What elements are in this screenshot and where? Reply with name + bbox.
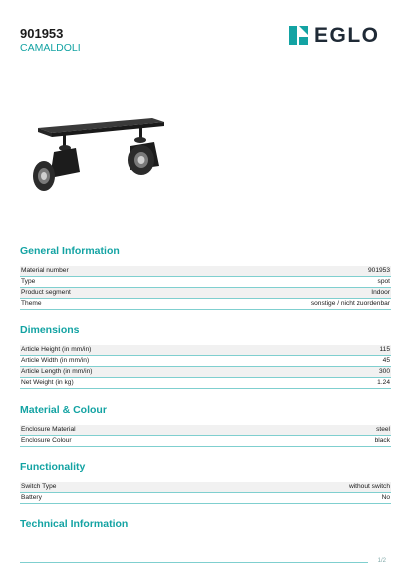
product-name: CAMALDOLI xyxy=(20,42,81,54)
article-number: 901953 xyxy=(20,26,64,41)
spec-row xyxy=(20,482,391,493)
spec-row xyxy=(20,356,391,367)
section-general-information xyxy=(20,245,391,310)
section-title: Material & Colour xyxy=(20,404,107,416)
spec-value: sonstige / nicht zuordenbar xyxy=(310,300,390,307)
spec-row xyxy=(20,436,391,447)
spec-value: Indoor xyxy=(371,289,390,296)
spec-key: Type xyxy=(21,278,36,285)
spec-value: steel xyxy=(376,426,390,433)
spec-row xyxy=(20,345,391,356)
spec-key: Enclosure Material xyxy=(21,426,76,433)
spec-row xyxy=(20,425,391,436)
spec-value: 901953 xyxy=(367,267,390,274)
section-title: Dimensions xyxy=(20,324,80,336)
spec-value: 115 xyxy=(379,346,390,353)
spec-key: Product segment xyxy=(21,289,71,296)
spec-row xyxy=(20,299,391,310)
spec-key: Enclosure Colour xyxy=(21,437,72,444)
section-title: Technical Information xyxy=(20,518,129,530)
spec-value: spot xyxy=(377,278,390,285)
spec-key: Switch Type xyxy=(21,483,57,490)
spec-key: Net Weight (in kg) xyxy=(21,379,74,386)
spec-row xyxy=(20,367,391,378)
logo-text: EGLO xyxy=(314,24,380,47)
spec-table xyxy=(20,345,391,389)
spec-row xyxy=(20,266,391,277)
spec-key: Battery xyxy=(21,494,42,501)
product-header xyxy=(20,26,81,55)
spec-value: 300 xyxy=(378,368,390,375)
spec-row xyxy=(20,288,391,299)
product-image xyxy=(22,108,192,208)
section-functionality xyxy=(20,461,391,504)
spec-row xyxy=(20,277,391,288)
page-footer xyxy=(20,559,391,567)
spec-table xyxy=(20,266,391,310)
section-title: General Information xyxy=(20,245,120,257)
logo-mark-icon xyxy=(289,26,308,45)
spec-key: Article Width (in mm/in) xyxy=(21,357,90,364)
spec-key: Theme xyxy=(21,300,42,307)
spec-value: without switch xyxy=(348,483,390,490)
spec-table xyxy=(20,482,391,504)
spec-value: No xyxy=(381,494,390,501)
section-material-colour xyxy=(20,404,391,447)
spec-table xyxy=(20,425,391,447)
section-title: Functionality xyxy=(20,461,86,473)
spec-value: 45 xyxy=(382,357,390,364)
spec-key: Material number xyxy=(21,267,69,274)
footer-divider xyxy=(20,562,368,563)
spec-row xyxy=(20,493,391,504)
page-number: 1/2 xyxy=(377,558,386,564)
spec-key: Article Length (in mm/in) xyxy=(21,368,93,375)
eglo-logo xyxy=(289,26,380,45)
spec-row xyxy=(20,378,391,389)
spec-value: 1.24 xyxy=(377,379,390,386)
section-dimensions xyxy=(20,324,391,389)
spec-key: Article Height (in mm/in) xyxy=(21,346,92,353)
section-technical-information xyxy=(20,518,391,539)
spec-value: black xyxy=(374,437,390,444)
